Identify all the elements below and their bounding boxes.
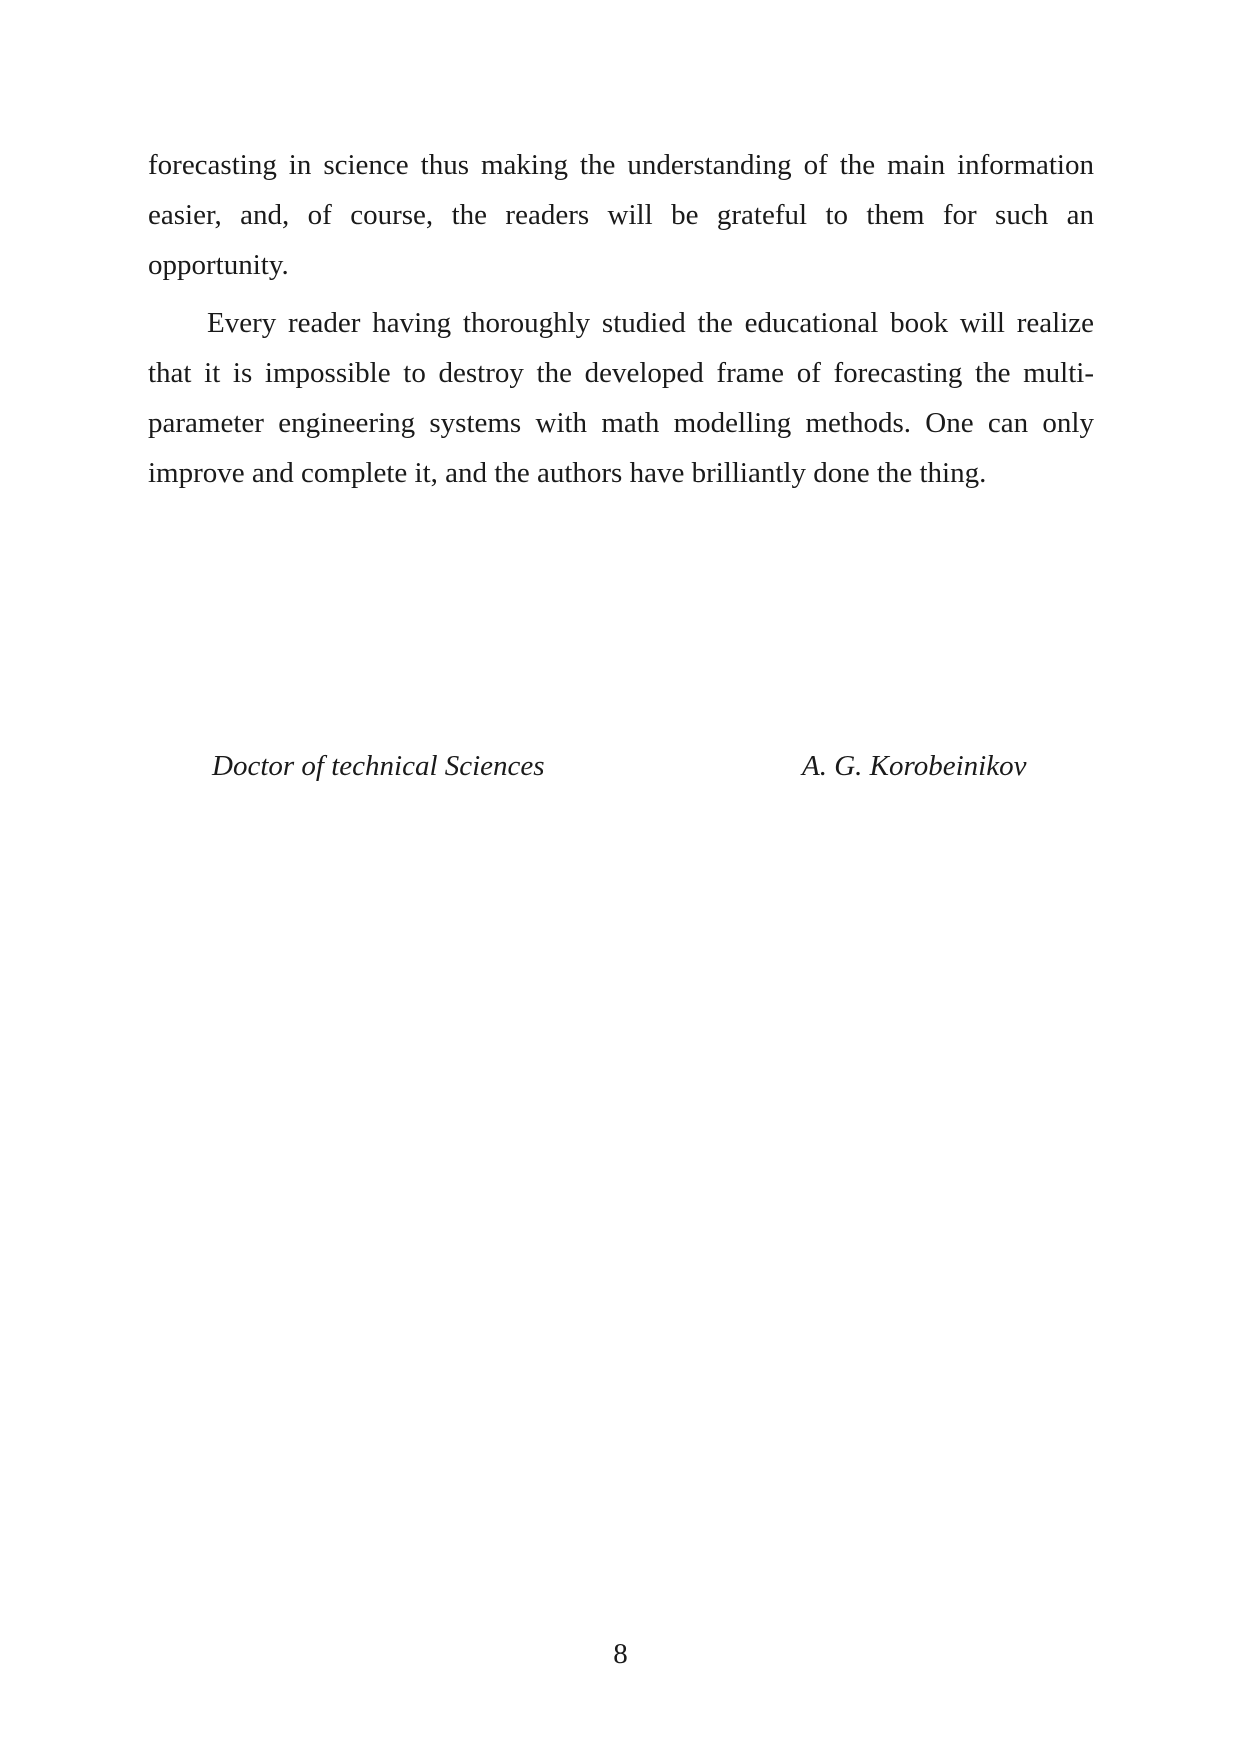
signature-title: Doctor of technical Sciences bbox=[212, 750, 545, 782]
page-number: 8 bbox=[613, 1638, 628, 1670]
paragraph-continuation: forecasting in science thus making the understanding of the main information easier, and, of course, the readers will be grateful to them for such an opportunity. bbox=[148, 149, 1094, 281]
body-text bbox=[148, 140, 1094, 498]
signature-name: A. G. Korobeinikov bbox=[802, 750, 1027, 782]
paragraph-conclusion: Every reader having thoroughly studied the educational book will realize that it is impossible to destroy the developed frame of forecasting the multi-parameter engineering systems with math modelling methods. One can only improve and complete it, and the authors have brilliantly done the thing. bbox=[148, 307, 1094, 489]
